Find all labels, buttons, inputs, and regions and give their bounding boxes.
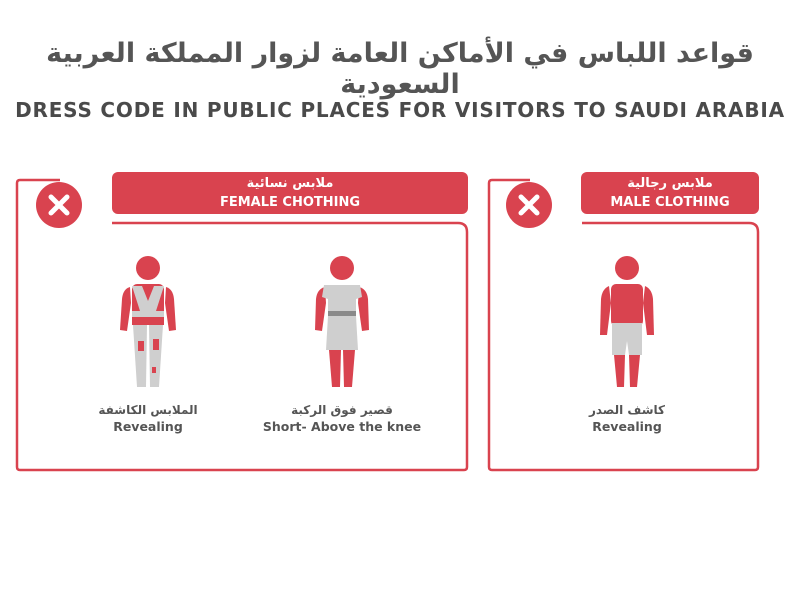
- x-circle-icon: [36, 182, 82, 228]
- shirtless-man-label-ar: كاشف الصدر: [588, 403, 666, 417]
- revealing-woman-label-ar: الملابس الكاشفة: [98, 403, 198, 417]
- male-banner-arabic: ملابس رجالية: [627, 176, 713, 191]
- female-clothing-banner: [112, 172, 468, 214]
- female-banner-english: FEMALE CHOTHING: [219, 195, 361, 210]
- revealing-woman-label-en: Revealing: [113, 419, 183, 434]
- male-banner-english: MALE CLOTHING: [610, 195, 730, 210]
- short-dress-label-en: Short- Above the knee: [262, 419, 422, 434]
- page-title-arabic: قواعد اللباس في الأماكن العامة لزوار المملكة العربية السعودية: [46, 38, 754, 100]
- shirtless-man-figure: [587, 255, 667, 395]
- shirtless-man-caption: [567, 403, 687, 435]
- shirtless-man-label-en: Revealing: [592, 419, 662, 434]
- male-clothing-banner: [581, 172, 759, 214]
- revealing-woman-figure: [108, 255, 188, 395]
- short-dress-woman-figure: [302, 255, 382, 395]
- revealing-woman-caption: [88, 403, 208, 435]
- female-banner-arabic: ملابس نسائية: [246, 176, 334, 191]
- short-dress-label-ar: قصير فوق الركبة: [291, 403, 393, 417]
- page-title-english: DRESS CODE IN PUBLIC PLACES FOR VISITORS TO SAUDI ARABIA: [15, 98, 785, 122]
- x-circle-icon: [506, 182, 552, 228]
- short-dress-caption: [262, 403, 422, 435]
